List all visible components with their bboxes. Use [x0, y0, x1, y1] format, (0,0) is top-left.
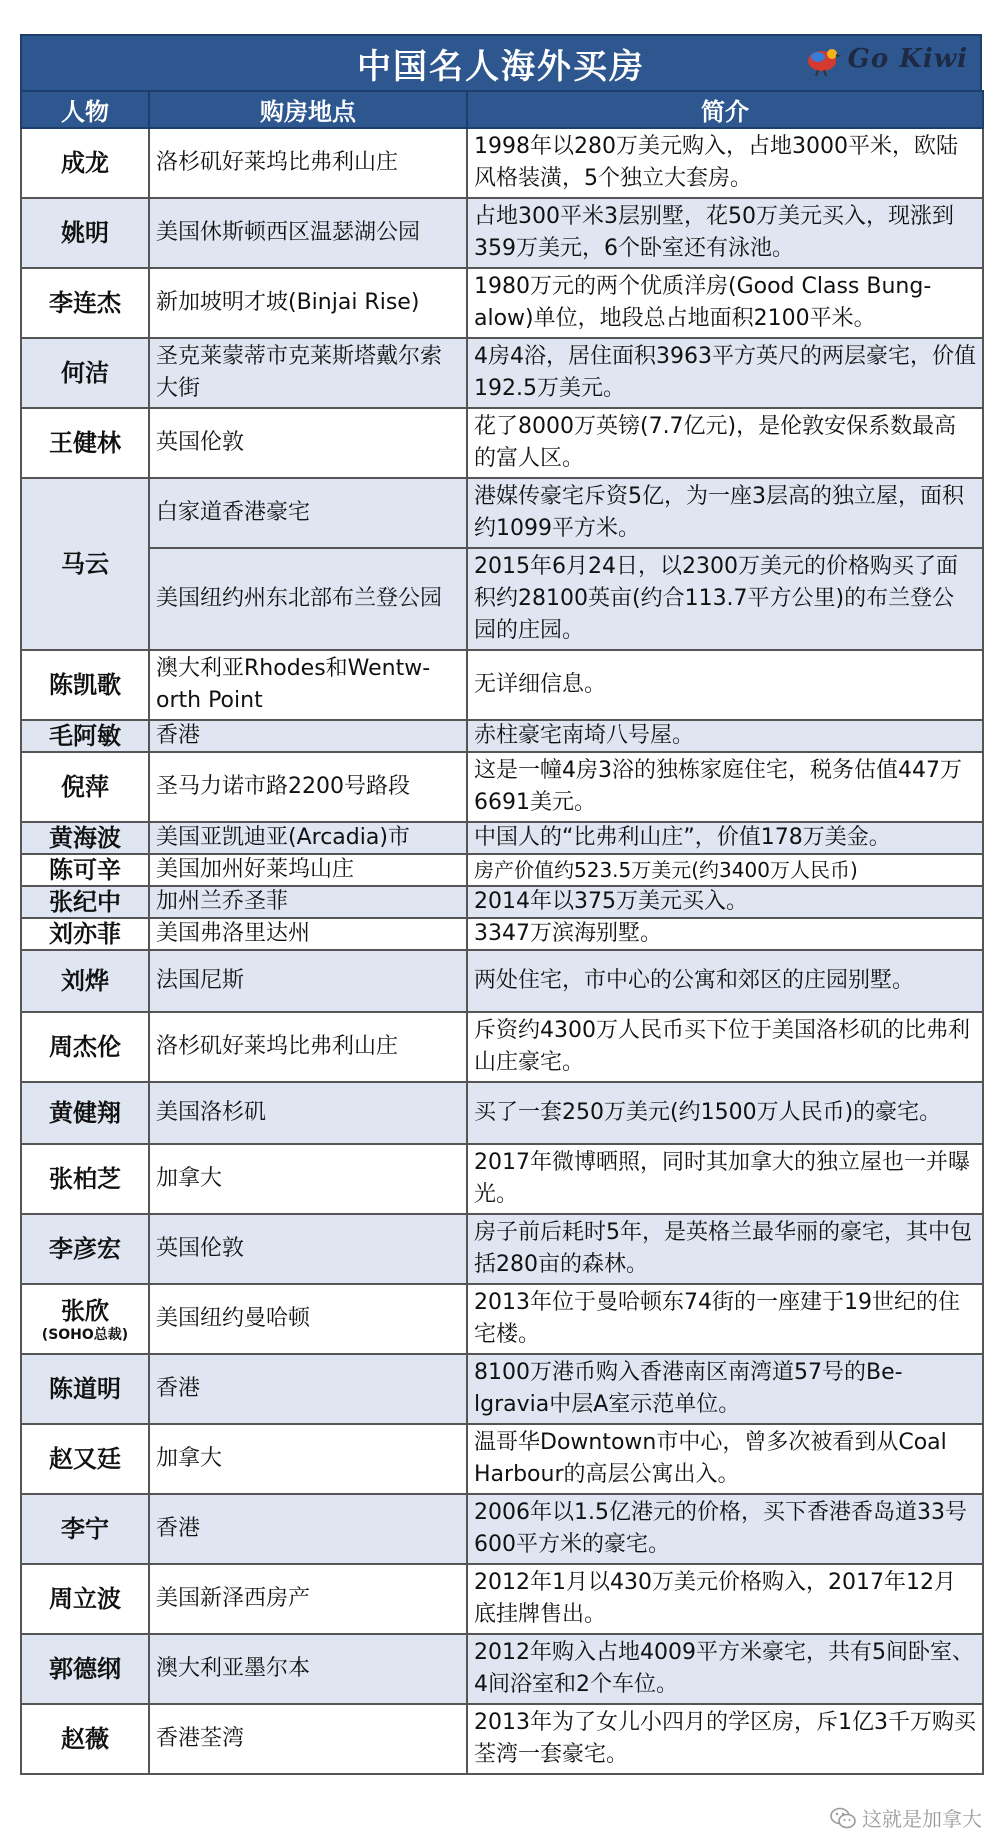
purchase-location: 美国休斯顿西区温瑟湖公园: [149, 198, 467, 268]
person-name: 黄健翔: [21, 1082, 149, 1144]
person-name: 张纪中: [21, 886, 149, 918]
intro-text: 花了8000万英镑(7.7亿元)，是伦敦安保系数最高的富人区。: [467, 408, 983, 478]
logo-text: Go Kiwi: [847, 44, 968, 74]
purchase-location: 香港: [149, 720, 467, 752]
person-name: 陈可辛: [21, 854, 149, 886]
table-row: [21, 886, 983, 918]
person-name: 郭德纲: [21, 1634, 149, 1704]
intro-text: 斥资约4300万人民币买下位于美国洛杉矶的比弗利山庄豪宅。: [467, 1012, 983, 1082]
table-row: [21, 408, 983, 478]
intro-text: 4房4浴，居住面积3963平方英尺的两层豪宅，价值192.5万美元。: [467, 338, 983, 408]
intro-text: 8100万港币购入香港南区南湾道57号的Be-lgravia中层A室示范单位。: [467, 1354, 983, 1424]
purchase-location: 美国纽约州东北部布兰登公园: [149, 548, 467, 650]
intro-text: 两处住宅，市中心的公寓和郊区的庄园别墅。: [467, 950, 983, 1012]
table-row: [21, 1214, 983, 1284]
person-name: 刘烨: [21, 950, 149, 1012]
purchase-location: 美国加州好莱坞山庄: [149, 854, 467, 886]
intro-text: 1998年以280万美元购入，占地3000平米，欧陆风格装潢，5个独立大套房。: [467, 128, 983, 198]
person-name: 赵又廷: [21, 1424, 149, 1494]
person-title: (SOHO总裁): [41, 1327, 129, 1343]
intro-text: 赤柱豪宅南埼八号屋。: [467, 720, 983, 752]
purchase-location: 洛杉矶好莱坞比弗利山庄: [149, 1012, 467, 1082]
purchase-location: 澳大利亚墨尔本: [149, 1634, 467, 1704]
table-row: [21, 198, 983, 268]
intro-text: 港媒传豪宅斥资5亿，为一座3层高的独立屋，面积约1099平方米。: [467, 478, 983, 548]
purchase-location: 英国伦敦: [149, 408, 467, 478]
table-row: [21, 128, 983, 198]
intro-text: 房子前后耗时5年，是英格兰最华丽的豪宅，其中包括280亩的森林。: [467, 1214, 983, 1284]
purchase-location: 洛杉矶好莱坞比弗利山庄: [149, 128, 467, 198]
purchase-location: 美国亚凯迪亚(Arcadia)市: [149, 822, 467, 854]
intro-text: 这是一幢4房3浴的独栋家庭住宅，税务估值447万6691美元。: [467, 752, 983, 822]
table-row: [21, 478, 983, 548]
sheet: [20, 34, 982, 1775]
intro-text: 2006年以1.5亿港元的价格，买下香港香岛道33号600平方米的豪宅。: [467, 1494, 983, 1564]
purchase-location: 美国弗洛里达州: [149, 918, 467, 950]
intro-text: 无详细信息。: [467, 650, 983, 720]
person-name: 王健林: [21, 408, 149, 478]
table-row: [21, 1354, 983, 1424]
table-row: [21, 548, 983, 650]
table-row: [21, 1144, 983, 1214]
page-title: 中国名人海外买房: [357, 46, 645, 87]
table-row: [21, 752, 983, 822]
celebrity-housing-table: [20, 90, 984, 1775]
table-row: [21, 720, 983, 752]
person-name: 张欣: [61, 1297, 109, 1325]
wechat-icon: [830, 1807, 856, 1829]
person-name: 张柏芝: [21, 1144, 149, 1214]
person-name: 陈凯歌: [21, 650, 149, 720]
title-bar: [20, 34, 982, 90]
table-row: [21, 338, 983, 408]
purchase-location: 新加坡明才坡(Binjai Rise): [149, 268, 467, 338]
intro-text: 房产价值约523.5万美元(约3400万人民币): [467, 854, 983, 886]
purchase-location: 圣克莱蒙蒂市克莱斯塔戴尔索大街: [149, 338, 467, 408]
intro-text: 买了一套250万美元(约1500万人民币)的豪宅。: [467, 1082, 983, 1144]
table-row: [21, 950, 983, 1012]
purchase-location: 英国伦敦: [149, 1214, 467, 1284]
purchase-location: 加拿大: [149, 1144, 467, 1214]
person-name: 李连杰: [21, 268, 149, 338]
purchase-location: 香港: [149, 1494, 467, 1564]
person-name: 姚明: [21, 198, 149, 268]
intro-text: 1980万元的两个优质洋房(Good Class Bung-alow)单位，地段总占地面积2100平米。: [467, 268, 983, 338]
purchase-location: 澳大利亚Rhodes和Wentw-orth Point: [149, 650, 467, 720]
logo: [802, 42, 968, 76]
person-name: 李宁: [21, 1494, 149, 1564]
intro-text: 2012年购入占地4009平方米豪宅，共有5间卧室、4间浴室和2个车位。: [467, 1634, 983, 1704]
table-row: [21, 1564, 983, 1634]
watermark-text: 这就是加拿大: [862, 1807, 982, 1831]
intro-text: 2013年为了女儿小四月的学区房，斥1亿3千万购买荃湾一套豪宅。: [467, 1704, 983, 1774]
intro-text: 2014年以375万美元买入。: [467, 886, 983, 918]
table-row: [21, 1012, 983, 1082]
purchase-location: 香港: [149, 1354, 467, 1424]
person-name: 成龙: [21, 128, 149, 198]
table-row: [21, 1082, 983, 1144]
intro-text: 3347万滨海别墅。: [467, 918, 983, 950]
purchase-location: 美国新泽西房产: [149, 1564, 467, 1634]
intro-text: 中国人的“比弗利山庄”，价值178万美金。: [467, 822, 983, 854]
table-row: [21, 918, 983, 950]
person-name: 周立波: [21, 1564, 149, 1634]
person-name: 周杰伦: [21, 1012, 149, 1082]
table-row: [21, 650, 983, 720]
purchase-location: 加州兰乔圣菲: [149, 886, 467, 918]
intro-text: 占地300平米3层别墅，花50万美元买入，现涨到359万美元，6个卧室还有泳池。: [467, 198, 983, 268]
table-row: [21, 822, 983, 854]
person-name: 毛阿敏: [21, 720, 149, 752]
person-name: 李彦宏: [21, 1214, 149, 1284]
person-name: 何洁: [21, 338, 149, 408]
person-name-cell: [21, 1284, 149, 1354]
table-header-row: [21, 91, 983, 128]
watermark: [830, 1803, 982, 1832]
intro-text: 2013年位于曼哈顿东74街的一座建于19世纪的住宅楼。: [467, 1284, 983, 1354]
person-name: 赵薇: [21, 1704, 149, 1774]
table-row: [21, 1424, 983, 1494]
header-location: 购房地点: [149, 91, 467, 128]
intro-text: 温哥华Downtown市中心，曾多次被看到从Coal Harbour的高层公寓出入。: [467, 1424, 983, 1494]
purchase-location: 香港荃湾: [149, 1704, 467, 1774]
table-row: [21, 1634, 983, 1704]
header-person: 人物: [21, 91, 149, 128]
person-name: 刘亦菲: [21, 918, 149, 950]
purchase-location: 圣马力诺市路2200号路段: [149, 752, 467, 822]
purchase-location: 加拿大: [149, 1424, 467, 1494]
table-row: [21, 1494, 983, 1564]
person-name: 倪萍: [21, 752, 149, 822]
table-row: [21, 1284, 983, 1354]
kiwi-bird-icon: [802, 42, 842, 76]
purchase-location: 白家道香港豪宅: [149, 478, 467, 548]
table-row: [21, 854, 983, 886]
purchase-location: 美国纽约曼哈顿: [149, 1284, 467, 1354]
purchase-location: 美国洛杉矶: [149, 1082, 467, 1144]
person-name: 黄海波: [21, 822, 149, 854]
table-row: [21, 1704, 983, 1774]
header-intro: 简介: [467, 91, 983, 128]
intro-text: 2015年6月24日，以2300万美元的价格购买了面积约28100英亩(约合113.7平方公里)的布兰登公园的庄园。: [467, 548, 983, 650]
purchase-location: 法国尼斯: [149, 950, 467, 1012]
table-row: [21, 268, 983, 338]
intro-text: 2017年微博晒照，同时其加拿大的独立屋也一并曝光。: [467, 1144, 983, 1214]
person-name: 马云: [21, 478, 149, 650]
intro-text: 2012年1月以430万美元价格购入，2017年12月底挂牌售出。: [467, 1564, 983, 1634]
person-name: 陈道明: [21, 1354, 149, 1424]
